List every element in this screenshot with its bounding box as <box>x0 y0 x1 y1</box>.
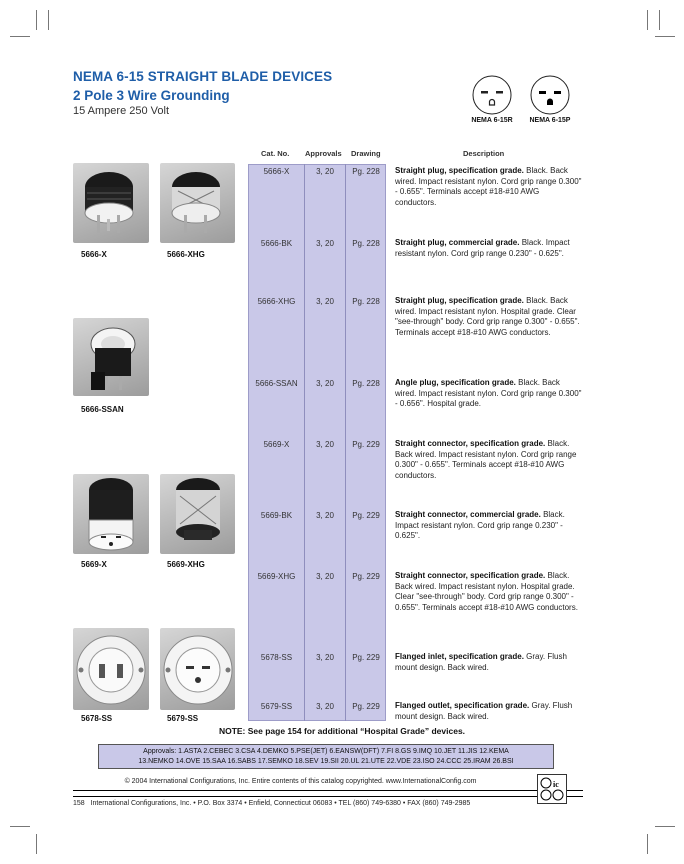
cat-no-cell: 5666-XHG <box>257 297 296 306</box>
description-title: Straight plug, commercial grade. <box>395 238 520 247</box>
approvals-cell: 3, 20 <box>316 511 334 520</box>
receptacle-face-icon <box>471 74 513 116</box>
receptacle-label: NEMA 6-15R <box>471 117 513 124</box>
address-text: International Configurations, Inc. • P.O. Box 3374 • Enfield, Connecticut 06083 • TEL (860) 749-6380 • FAX (860) 749-2985 <box>90 800 471 807</box>
drawing-cell: Pg. 229 <box>352 440 380 449</box>
cat-no-cell: 5669-X <box>263 440 290 449</box>
flanged-outlet-icon <box>160 628 235 710</box>
approvals-cell: 3, 20 <box>316 653 334 662</box>
cat-no-cell: 5678-SS <box>260 653 293 662</box>
footer-rule <box>73 790 583 791</box>
approvals-cell: 3, 20 <box>316 572 334 581</box>
description-title: Flanged outlet, specification grade. <box>395 701 530 710</box>
approvals-line: Approvals: 1.ASTA 2.CEBEC 3.CSA 4.DEMKO 5.PSE(JET) 6.EANSW(DFT) 7.FI 8.GS 9.IMQ 10.JET 11.JIS 12.KEMA <box>143 748 509 755</box>
nema-plug-diagram <box>524 74 576 124</box>
flanged-inlet-icon <box>73 628 149 710</box>
crop-mark <box>647 10 648 30</box>
description-body: Black. Impact resistant nylon. Cord grip range 0.230" - 0.625". <box>395 510 565 540</box>
cat-no-cell: 5669-XHG <box>257 572 296 581</box>
nema-receptacle-diagram <box>466 74 518 124</box>
description-cell <box>395 238 582 259</box>
photo-label: 5666-SSAN <box>81 405 124 414</box>
photo-label: 5669-X <box>81 560 107 569</box>
description-body: Black. Back wired. Impact resistant nylon. Cord grip range 0.300" - 0.655". Terminals accept #18-#10 AWG conductors. <box>395 439 577 480</box>
crop-mark <box>10 826 30 827</box>
product-photo <box>160 163 235 243</box>
rating-text: 15 Ampere 250 Volt <box>73 105 170 117</box>
approvals-cell: 3, 20 <box>316 297 334 306</box>
description-title: Straight connector, specification grade. <box>395 571 546 580</box>
crop-mark <box>655 826 675 827</box>
description-body: Black. Back wired. Impact resistant nylon. Cord grip range 0.300" - 0.656". Hospital grade. <box>395 378 582 408</box>
clear-connector-icon <box>160 474 235 554</box>
description-cell <box>395 571 582 613</box>
page-subtitle: 2 Pole 3 Wire Grounding <box>73 88 230 103</box>
column-header-description: Description <box>463 149 505 158</box>
cat-no-cell: 5669-BK <box>260 511 293 520</box>
approvals-line: 13.NEMKO 14.OVE 15.SAA 16.SABS 17.SEMKO 18.SEV 19.SII 20.UL 21.UTE 22.VDE 23.ISO 24.CCC 25.IRAM 26.BSI <box>138 758 514 765</box>
plug-face-icon <box>529 74 571 116</box>
drawing-cell: Pg. 228 <box>352 379 380 388</box>
approvals-cell: 3, 20 <box>316 440 334 449</box>
description-cell <box>395 166 582 208</box>
drawing-cell: Pg. 229 <box>352 653 380 662</box>
product-photo <box>73 474 149 554</box>
description-body: Black. Back wired. Impact resistant nylon. Hospital grade. Clear "see-through" body. Cord grip range 0.300" - 0.655". Terminals accept #18-#10 AWG conductors. <box>395 571 578 612</box>
column-separator <box>304 164 305 721</box>
column-header-cat-no: Cat. No. <box>261 149 290 158</box>
clear-plug-icon <box>160 163 235 243</box>
column-header-drawing: Drawing <box>351 149 381 158</box>
description-body: Black. Impact resistant nylon. Cord grip range 0.230" - 0.625". <box>395 238 570 258</box>
angle-plug-icon <box>73 318 149 396</box>
photo-label: 5678-SS <box>81 714 113 723</box>
crop-mark <box>647 834 648 854</box>
photo-label: 5666-X <box>81 250 107 259</box>
approvals-cell: 3, 20 <box>316 379 334 388</box>
column-header-approvals: Approvals <box>305 149 342 158</box>
approvals-cell: 3, 20 <box>316 702 334 711</box>
footer-address <box>73 800 470 807</box>
description-title: Straight plug, specification grade. <box>395 296 524 305</box>
plug-label: NEMA 6-15P <box>529 117 571 124</box>
crop-mark <box>10 36 30 37</box>
description-title: Angle plug, specification grade. <box>395 378 516 387</box>
product-photo <box>73 318 149 396</box>
cat-no-cell: 5666-X <box>263 167 290 176</box>
description-cell <box>395 296 582 338</box>
drawing-cell: Pg. 229 <box>352 572 380 581</box>
photo-label: 5679-SS <box>167 714 199 723</box>
description-body: Black. Back wired. Impact resistant nylon. Hospital grade. Clear "see-through" body. Cord grip range 0.300" - 0.655". Terminals accept #18-#10 AWG conductors. <box>395 296 580 337</box>
description-cell <box>395 510 582 542</box>
photo-label: 5669-XHG <box>167 560 205 569</box>
ic-logo-icon <box>538 775 566 803</box>
description-body: Black. Back wired. Impact resistant nylon. Cord grip range 0.300" - 0.655". Terminals accept #18-#10 AWG conductors. <box>395 166 582 207</box>
approvals-cell: 3, 20 <box>316 167 334 176</box>
straight-plug-icon <box>73 163 149 243</box>
crop-mark <box>655 36 675 37</box>
product-photo <box>160 474 235 554</box>
page-title: NEMA 6-15 STRAIGHT BLADE DEVICES <box>73 69 333 84</box>
hospital-grade-note: NOTE: See page 154 for additional “Hospital Grade” devices. <box>218 726 466 736</box>
product-photo <box>73 163 149 243</box>
logo-text: ic <box>553 780 559 789</box>
product-photo <box>73 628 149 710</box>
product-photo <box>160 628 235 710</box>
drawing-cell: Pg. 228 <box>352 167 380 176</box>
description-cell <box>395 439 582 481</box>
crop-mark <box>659 10 660 30</box>
page-number: 158 <box>73 800 85 807</box>
crop-mark <box>48 10 49 30</box>
description-title: Straight connector, specification grade. <box>395 439 546 448</box>
cat-no-cell: 5679-SS <box>260 702 293 711</box>
footer-rule <box>73 796 583 797</box>
company-logo <box>537 774 567 804</box>
approvals-legend <box>98 744 554 769</box>
cat-no-cell: 5666-SSAN <box>255 379 298 388</box>
description-body: Gray. Flush mount design. Back wired. <box>395 652 567 672</box>
description-title: Flanged inlet, specification grade. <box>395 652 524 661</box>
connector-icon <box>73 474 149 554</box>
copyright-text: © 2004 International Configurations, Inc. Entire contents of this catalog copyrighted. www.InternationalConfig.com <box>124 778 477 785</box>
crop-mark <box>36 834 37 854</box>
description-title: Straight connector, commercial grade. <box>395 510 541 519</box>
crop-mark <box>36 10 37 30</box>
drawing-cell: Pg. 228 <box>352 297 380 306</box>
description-cell <box>395 701 582 722</box>
column-separator <box>345 164 346 721</box>
description-body: Gray. Flush mount design. Back wired. <box>395 701 573 721</box>
approvals-cell: 3, 20 <box>316 239 334 248</box>
description-title: Straight plug, specification grade. <box>395 166 524 175</box>
description-cell <box>395 652 582 673</box>
drawing-cell: Pg. 229 <box>352 702 380 711</box>
photo-label: 5666-XHG <box>167 250 205 259</box>
drawing-cell: Pg. 229 <box>352 511 380 520</box>
cat-no-cell: 5666-BK <box>260 239 293 248</box>
description-cell <box>395 378 582 410</box>
drawing-cell: Pg. 228 <box>352 239 380 248</box>
